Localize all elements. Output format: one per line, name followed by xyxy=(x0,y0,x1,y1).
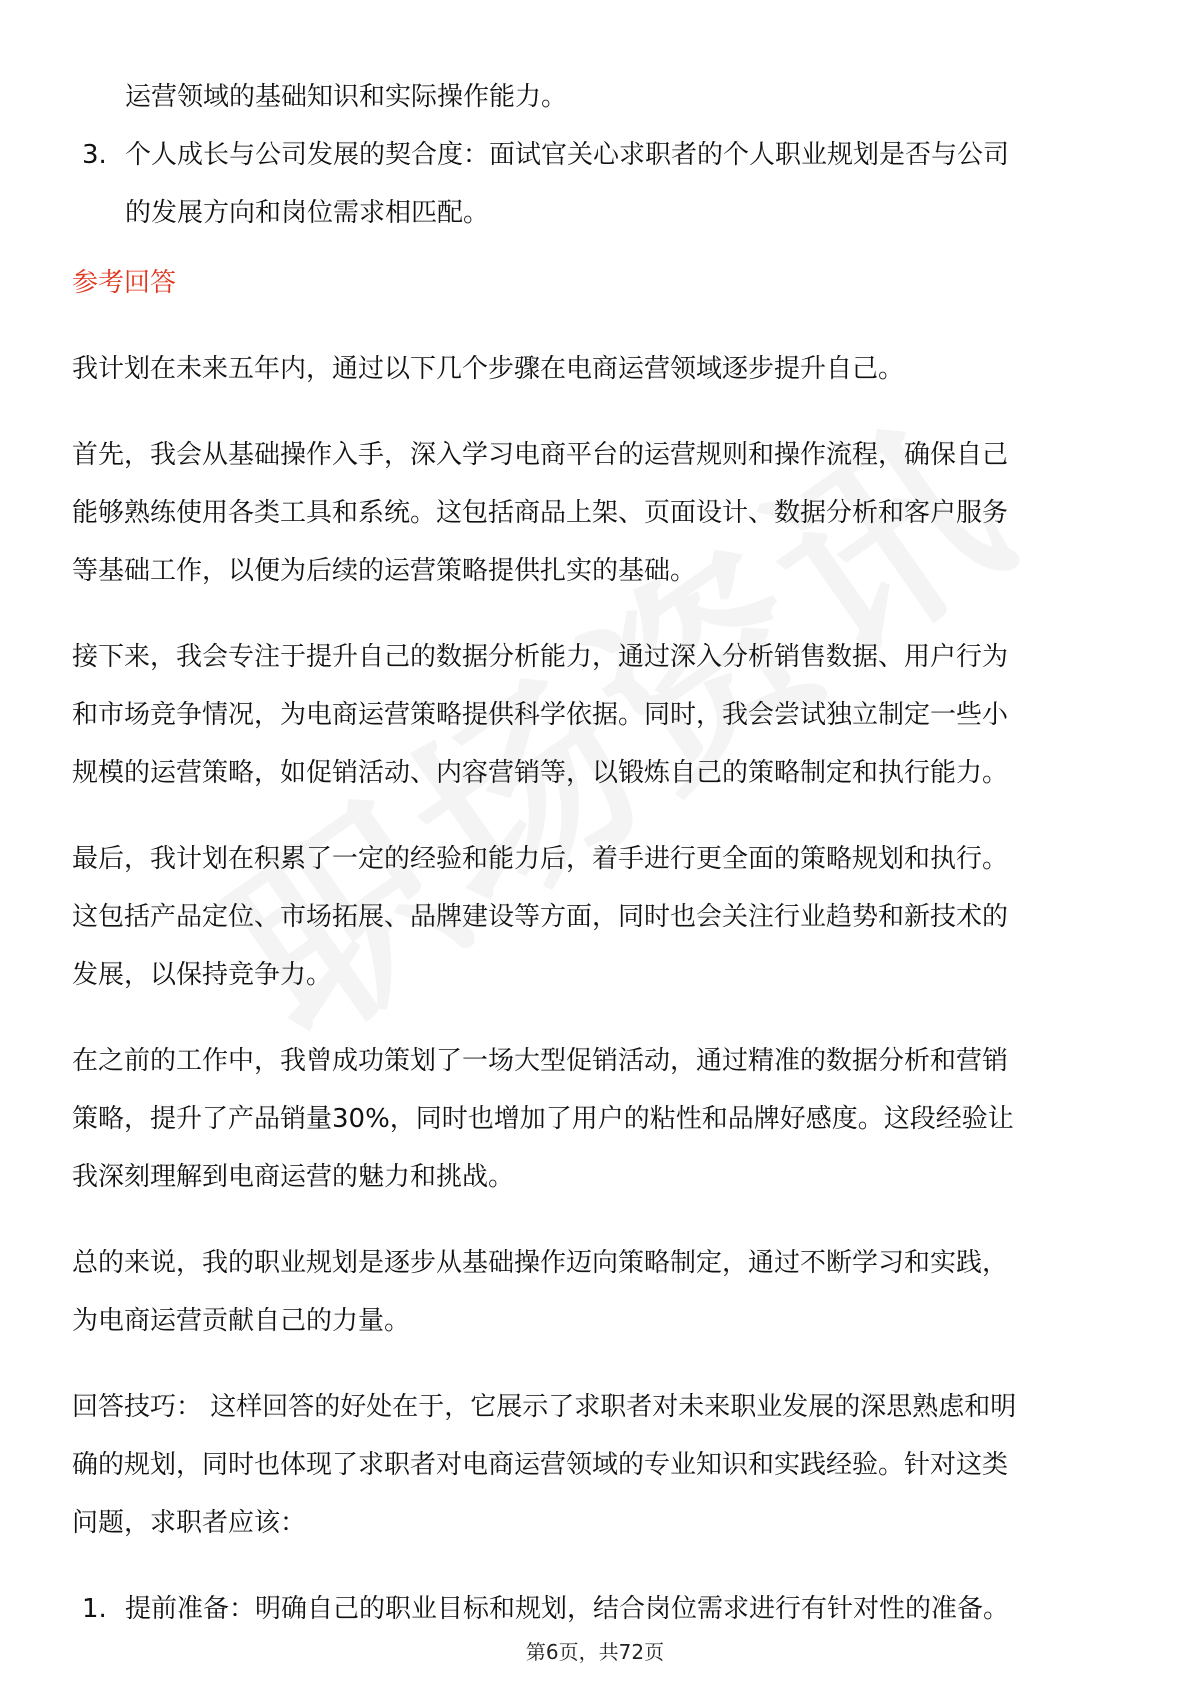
paragraph-line: 能够熟练使用各类工具和系统。这包括商品上架、页面设计、数据分析和客户服务 xyxy=(72,498,1009,528)
paragraph-line: 规模的运营策略，如促销活动、内容营销等，以锻炼自己的策略制定和执行能力。 xyxy=(72,758,1009,788)
paragraph-line: 在之前的工作中，我曾成功策划了一场大型促销活动，通过精准的数据分析和营销 xyxy=(72,1046,1009,1076)
list-number: 3. xyxy=(82,140,107,170)
paragraph-summary xyxy=(72,1234,1122,1350)
list-number: 1. xyxy=(82,1594,107,1624)
paragraph-line: 问题，求职者应该： xyxy=(72,1508,307,1538)
list-item-line: 个人成长与公司发展的契合度：面试官关心求职者的个人职业规划是否与公司 xyxy=(125,140,1010,170)
list-item-3 xyxy=(72,126,1122,242)
paragraph-line: 策略，提升了产品销量30%，同时也增加了用户的粘性和品牌好感度。这段经验让 xyxy=(72,1104,1014,1134)
list-item-line: 的发展方向和岗位需求相匹配。 xyxy=(125,198,490,228)
paragraph-next xyxy=(72,628,1122,802)
paragraph-line: 最后，我计划在积累了一定的经验和能力后，着手进行更全面的策略规划和执行。 xyxy=(72,844,1009,874)
list-item-continuation: 运营领域的基础知识和实际操作能力。 xyxy=(125,82,568,112)
paragraph-last xyxy=(72,830,1122,1004)
paragraph-line: 发展，以保持竞争力。 xyxy=(72,960,333,990)
paragraph-line: 总的来说，我的职业规划是逐步从基础操作迈向策略制定，通过不断学习和实践， xyxy=(72,1248,1009,1278)
list-item-line: 提前准备：明确自己的职业目标和规划，结合岗位需求进行有针对性的准备。 xyxy=(125,1594,1010,1624)
page-content xyxy=(72,68,1122,1638)
paragraph-line: 为电商运营贡献自己的力量。 xyxy=(72,1306,411,1336)
paragraph-line: 回答技巧： 这样回答的好处在于，它展示了求职者对未来职业发展的深思熟虑和明 xyxy=(72,1392,1017,1422)
paragraph-tips xyxy=(72,1378,1122,1552)
page-footer: 第6页，共72页 xyxy=(525,1640,665,1664)
paragraph-line: 确的规划，同时也体现了求职者对电商运营领域的专业知识和实践经验。针对这类 xyxy=(72,1450,1009,1480)
paragraph-experience xyxy=(72,1032,1122,1206)
paragraph-line: 和市场竞争情况，为电商运营策略提供科学依据。同时，我会尝试独立制定一些小 xyxy=(72,700,1009,730)
list-item-1 xyxy=(72,1580,1122,1638)
paragraph-line: 我深刻理解到电商运营的魅力和挑战。 xyxy=(72,1162,515,1192)
section-heading: 参考回答 xyxy=(72,268,177,298)
paragraph-line: 首先，我会从基础操作入手，深入学习电商平台的运营规则和操作流程，确保自己 xyxy=(72,440,1009,470)
paragraph-intro xyxy=(72,340,1122,398)
paragraph-line: 这包括产品定位、市场拓展、品牌建设等方面，同时也会关注行业趋势和新技术的 xyxy=(72,902,1009,932)
paragraph-line: 等基础工作，以便为后续的运营策略提供扎实的基础。 xyxy=(72,556,697,586)
paragraph-line: 接下来，我会专注于提升自己的数据分析能力，通过深入分析销售数据、用户行为 xyxy=(72,642,1009,672)
paragraph-first xyxy=(72,426,1122,600)
paragraph-line: 我计划在未来五年内，通过以下几个步骤在电商运营领域逐步提升自己。 xyxy=(72,354,905,384)
